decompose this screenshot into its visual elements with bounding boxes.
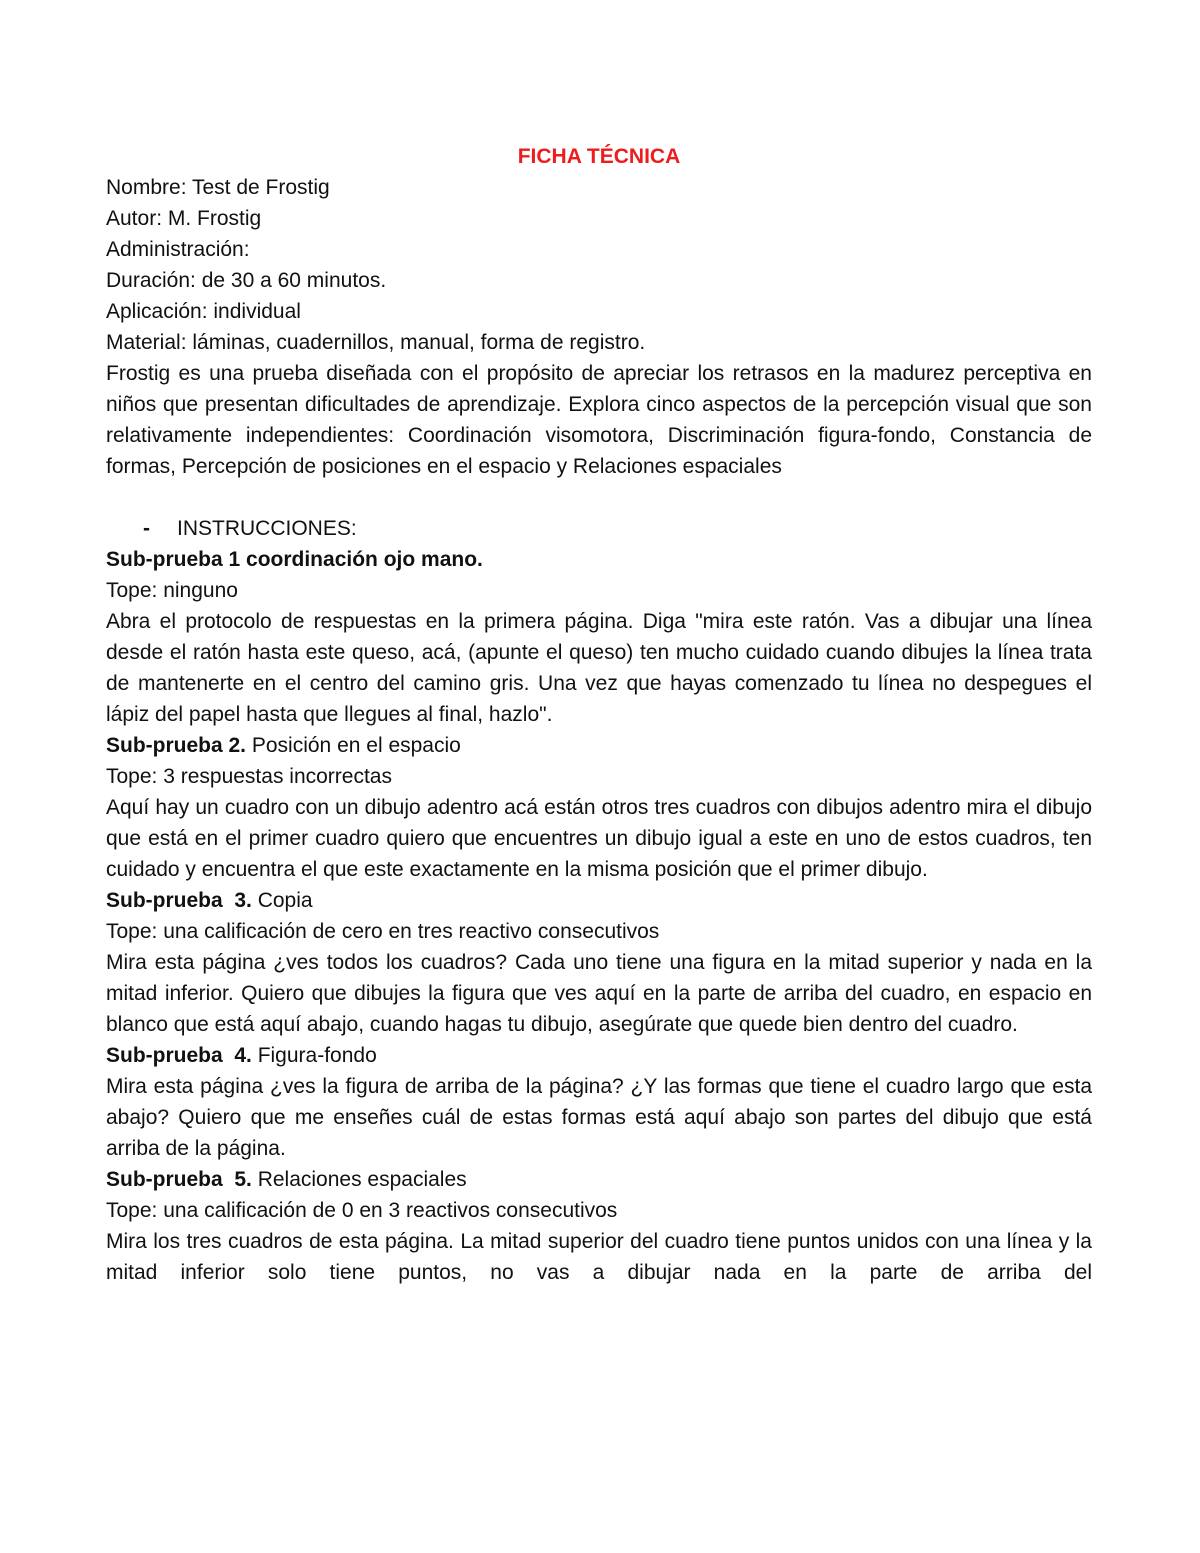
subtest-3-text: Mira esta página ¿ves todos los cuadros? Cada uno tiene una figura en la mitad superior y nada en la mitad inferior. Quiero que dibujes la figura que ves aquí en la parte de arriba del cuadro, en espacio en blanco que está aquí abajo, cuando hagas tu dibujo, asegúrate que quede bien dentro del cuadro. bbox=[106, 951, 1092, 1036]
subtest-1-heading bbox=[106, 544, 1092, 575]
instructions-heading bbox=[106, 513, 1092, 544]
field-administracion: Administración: bbox=[106, 238, 250, 261]
subtest-2-name: Posición en el espacio bbox=[246, 734, 461, 757]
field-autor: Autor: M. Frostig bbox=[106, 207, 262, 230]
subtest-5-label: Sub-prueba 5. bbox=[106, 1168, 252, 1191]
subtest-5-text: Mira los tres cuadros de esta página. La mitad superior del cuadro tiene puntos unidos con una línea y la mitad inferior solo tiene puntos, no vas a dibujar nada en la parte de arriba del bbox=[106, 1230, 1092, 1284]
field-nombre: Nombre: Test de Frostig bbox=[106, 176, 330, 199]
subtest-2-text: Aquí hay un cuadro con un dibujo adentro acá están otros tres cuadros con dibujos adentro mira el dibujo que está en el primer cuadro quiero que encuentres un dibujo igual a este en uno de estos cuadros, ten cuidado y encuentra el que este exactamente en la misma posición que el primer dibujo. bbox=[106, 796, 1092, 881]
page-title: FICHA TÉCNICA bbox=[517, 145, 681, 168]
field-material: Material: láminas, cuadernillos, manual, forma de registro. bbox=[106, 331, 646, 354]
subtest-1-tope: Tope: ninguno bbox=[106, 579, 238, 602]
subtest-3-name: Copia bbox=[251, 889, 313, 912]
field-aplicacion: Aplicación: individual bbox=[106, 300, 301, 323]
subtest-5-tope: Tope: una calificación de 0 en 3 reactivos consecutivos bbox=[106, 1199, 618, 1222]
instructions-heading-text: INSTRUCCIONES: bbox=[177, 517, 357, 540]
subtest-2-heading bbox=[106, 730, 1092, 761]
intro-paragraph: Frostig es una prueba diseñada con el propósito de apreciar los retrasos en la madurez perceptiva en niños que presentan dificultades de aprendizaje. Explora cinco aspectos de la percepción visual que son relativamente independientes: Coordinación visomotora, Discriminación figura-fondo, Constancia de formas, Percepción de posiciones en el espacio y Relaciones espaciales bbox=[106, 362, 1092, 478]
subtest-2-tope: Tope: 3 respuestas incorrectas bbox=[106, 765, 392, 788]
document-page bbox=[106, 141, 1092, 1288]
subtest-2-label: Sub-prueba 2. bbox=[106, 734, 247, 757]
subtest-5-heading bbox=[106, 1164, 1092, 1195]
blank-line bbox=[106, 482, 1092, 513]
subtest-4-name: Figura-fondo bbox=[251, 1044, 377, 1067]
field-duracion: Duración: de 30 a 60 minutos. bbox=[106, 269, 387, 292]
subtest-1-text: Abra el protocolo de respuestas en la primera página. Diga "mira este ratón. Vas a dibujar una línea desde el ratón hasta este queso, acá, (apunte el queso) ten mucho cuidado cuando dibujes la línea trata de mantenerte en el centro del camino gris. Una vez que hayas comenzado tu línea no despegues el lápiz del papel hasta que llegues al final, hazlo". bbox=[106, 610, 1092, 726]
subtest-4-text: Mira esta página ¿ves la figura de arriba de la página? ¿Y las formas que tiene el cuadro largo que esta abajo? Quiero que me enseñes cuál de estas formas está aquí abajo son partes del dibujo que está arriba de la página. bbox=[106, 1075, 1092, 1160]
subtest-1-label: Sub-prueba 1 coordinación ojo mano. bbox=[106, 548, 483, 571]
subtest-5-name: Relaciones espaciales bbox=[251, 1168, 467, 1191]
subtest-3-tope: Tope: una calificación de cero en tres reactivo consecutivos bbox=[106, 920, 660, 943]
subtest-4-label: Sub-prueba 4. bbox=[106, 1044, 252, 1067]
subtest-3-label: Sub-prueba 3. bbox=[106, 889, 252, 912]
subtest-4-heading bbox=[106, 1040, 1092, 1071]
bullet-dash: - bbox=[143, 517, 150, 540]
subtest-3-heading bbox=[106, 885, 1092, 916]
